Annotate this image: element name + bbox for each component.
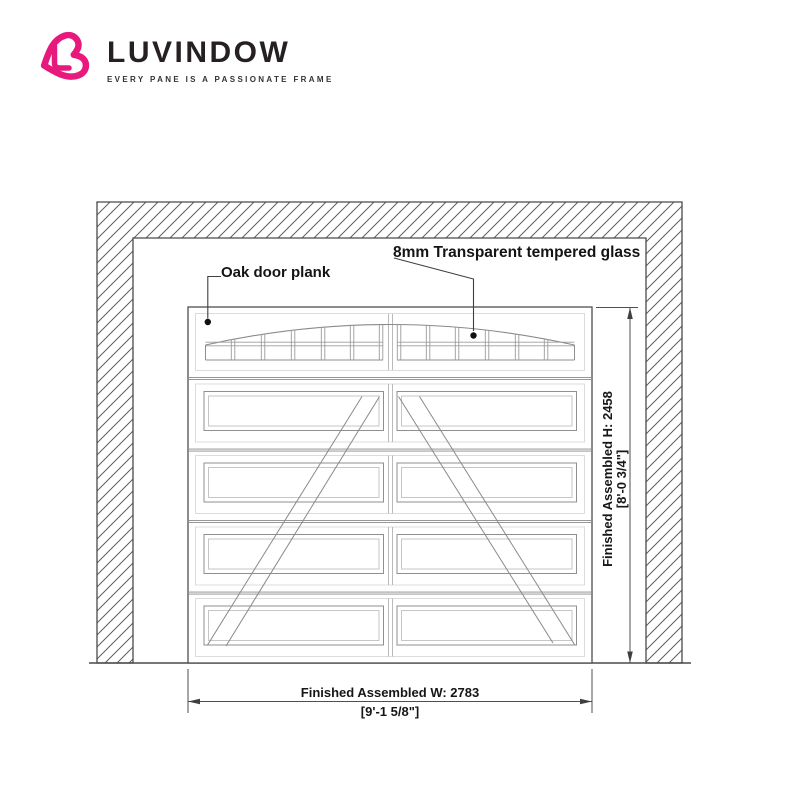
width-dimension-label [188, 686, 592, 718]
width-dimension-imperial: [9'-1 5/8"] [360, 704, 420, 719]
brand-name: LUVINDOW [107, 36, 291, 69]
brand-tagline: EVERY PANE IS A PASSIONATE FRAME [107, 75, 334, 84]
height-dimension-label [601, 391, 629, 567]
width-dimension-metric: Finished Assembled W: 2783 [300, 685, 480, 700]
tempered-glass-callout-dot [470, 332, 476, 338]
tempered-glass-label: 8mm Transparent tempered glass [393, 244, 641, 261]
oak-door-plank-label: Oak door plank [221, 264, 331, 281]
height-dimension-imperial: [8'-0 3/4"] [614, 449, 629, 509]
oak-plank-callout-dot [205, 319, 211, 325]
height-dimension-metric: Finished Assembled H: 2458 [600, 391, 615, 567]
